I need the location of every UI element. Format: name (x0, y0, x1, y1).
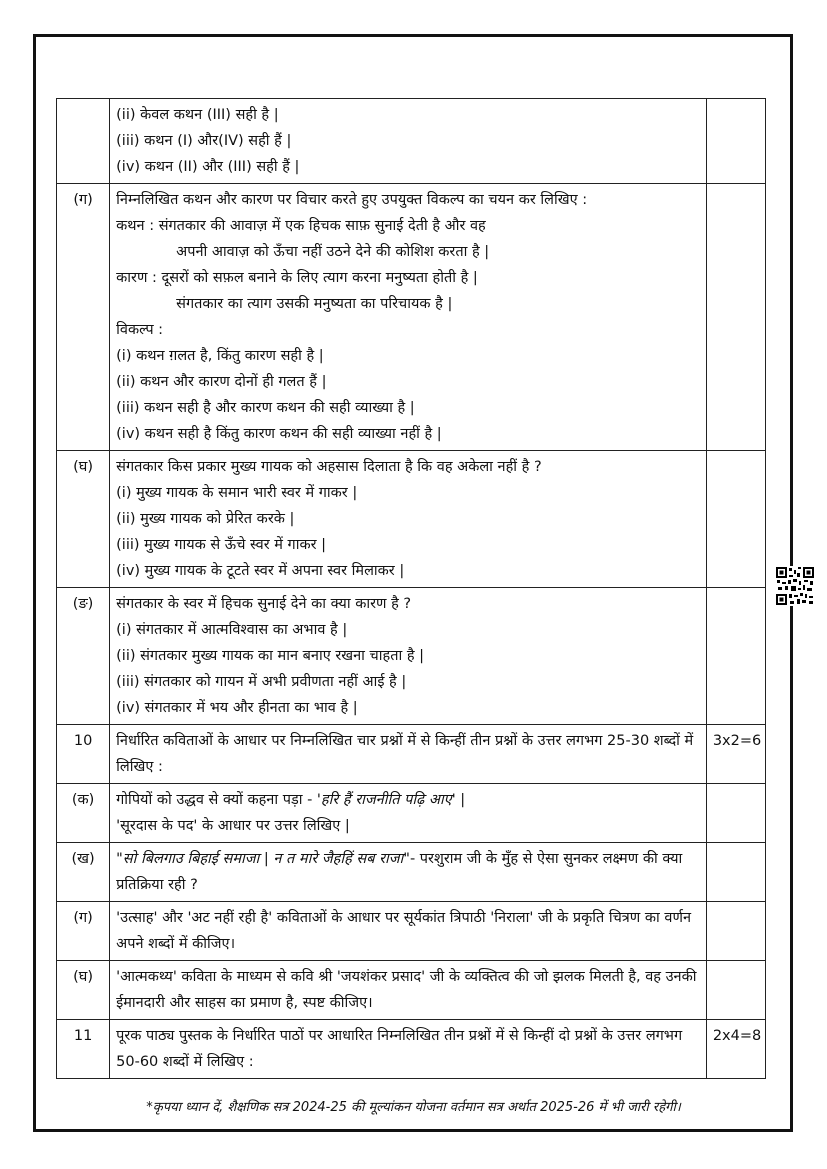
question-number: 11 (57, 1020, 110, 1079)
option-iii: (iii) संगतकार को गायन में अभी प्रवीणता नहीं आई है | (116, 674, 407, 690)
option-iv: (iv) मुख्य गायक के टूटते स्वर में अपना स्वर मिलाकर | (116, 563, 405, 579)
question-text: गोपियों को उद्धव से क्यों कहना पड़ा - (116, 792, 317, 808)
table-row (57, 902, 766, 961)
marks (706, 588, 765, 725)
option-i: (i) कथन ग़लत है, किंतु कारण सही है | (116, 348, 324, 364)
assertion-line-1: कथन : संगतकार की आवाज़ में एक हिचक साफ़ सुनाई देती है और वह (116, 218, 486, 234)
question-text: निर्धारित कविताओं के आधार पर निम्नलिखित चार प्रश्नों में से किन्हीं तीन प्रश्नों के उत्तर लगभग 25-30 शब्दों में लिखिए : (116, 733, 694, 775)
option-iii: (iii) मुख्य गायक से ऊँचे स्वर में गाकर | (116, 537, 327, 553)
marks (706, 99, 765, 184)
option-ii: (ii) केवल कथन (III) सही है | (116, 107, 279, 123)
question-number: (ग) (57, 902, 110, 961)
reason-line-2: संगतकार का त्याग उसकी मनुष्यता का परिचायक है | (176, 296, 453, 312)
option-ii: (ii) मुख्य गायक को प्रेरित करके | (116, 511, 295, 527)
marks (706, 843, 765, 902)
footer-note: *कृपया ध्यान दें, शैक्षणिक सत्र 2024-25 की मूल्यांकन योजना वर्तमान सत्र अर्थात 2025-26 में भी जारी रहेगी। (146, 1100, 681, 1115)
table-row (57, 1020, 766, 1079)
option-i: (i) संगतकार में आत्मविश्वास का अभाव है | (116, 622, 348, 638)
table-row (57, 99, 766, 184)
option-ii: (ii) संगतकार मुख्य गायक का मान बनाए रखना चाहता है | (116, 648, 425, 664)
option-iv: (iv) कथन (II) और (III) सही हैं | (116, 159, 300, 175)
question-number: (घ) (57, 451, 110, 588)
options-heading: विकल्प : (116, 322, 164, 338)
question-prompt: निम्नलिखित कथन और कारण पर विचार करते हुए उपयुक्त विकल्प का चयन कर लिखिए : (116, 192, 588, 208)
question-number (57, 99, 110, 184)
question-table (56, 98, 766, 1079)
marks (706, 784, 765, 843)
question-number: 10 (57, 725, 110, 784)
question-text-line-2: 'सूरदास के पद' के आधार पर उत्तर लिखिए | (116, 818, 350, 834)
option-i: (i) मुख्य गायक के समान भारी स्वर में गाकर | (116, 485, 358, 501)
question-number: (ग) (57, 184, 110, 451)
reason-line-1: कारण : दूसरों को सफ़ल बनाने के लिए त्याग करना मनुष्यता होती है | (116, 270, 478, 286)
table-row (57, 725, 766, 784)
quotation: "सो बिलगाउ बिहाई समाजा | न त मारे जैहहिं सब राजा" (116, 851, 410, 867)
marks: 2x4=8 (706, 1020, 765, 1079)
assertion-line-2: अपनी आवाज़ को ऊँचा नहीं उठने देने की कोशिश करता है | (176, 244, 490, 260)
table-row (57, 184, 766, 451)
table-row (57, 784, 766, 843)
marks (706, 184, 765, 451)
table-row (57, 961, 766, 1020)
question-number: (ख) (57, 843, 110, 902)
question-number: (क) (57, 784, 110, 843)
qr-code-icon (775, 566, 815, 606)
option-iii: (iii) कथन (I) और(IV) सही हैं | (116, 133, 292, 149)
table-row (57, 588, 766, 725)
marks: 3x2=6 (706, 725, 765, 784)
option-iv: (iv) संगतकार में भय और हीनता का भाव है | (116, 700, 358, 716)
question-number: (घ) (57, 961, 110, 1020)
marks (706, 451, 765, 588)
question-text: 'आत्मकथ्य' कविता के माध्यम से कवि श्री 'जयशंकर प्रसाद' जी के व्यक्तित्व की जो झलक मिलती है, वह उनकी ईमानदारी और साहस का प्रमाण है, स्पष्ट कीजिए। (116, 969, 697, 1011)
question-text: - परशुराम जी के मुँह से ऐसा सुनकर लक्ष्मण की क्या प्रतिक्रिया रही ? (116, 851, 683, 893)
marks (706, 902, 765, 961)
question-prompt: संगतकार किस प्रकार मुख्य गायक को अहसास दिलाता है कि वह अकेला नहीं है ? (116, 459, 542, 475)
question-text: पूरक पाठ्य पुस्तक के निर्धारित पाठों पर आधारित निम्नलिखित तीन प्रश्नों में से किन्हीं दो प्रश्नों के उत्तर लगभग 50-60 शब्दों में लिखिए : (116, 1028, 683, 1070)
question-prompt: संगतकार के स्वर में हिचक सुनाई देने का क्या कारण है ? (116, 596, 412, 612)
question-number: (ङ) (57, 588, 110, 725)
option-ii: (ii) कथन और कारण दोनों ही गलत हैं | (116, 374, 327, 390)
option-iii: (iii) कथन सही है और कारण कथन की सही व्याख्या है | (116, 400, 415, 416)
punctuation: | (455, 792, 466, 808)
quotation: 'हरि हैं राजनीति पढ़ि आए' (316, 792, 456, 808)
option-iv: (iv) कथन सही है किंतु कारण कथन की सही व्याख्या नहीं है | (116, 426, 442, 442)
marks (706, 961, 765, 1020)
table-row (57, 451, 766, 588)
question-text: 'उत्साह' और 'अट नहीं रही है' कविताओं के आधार पर सूर्यकांत त्रिपाठी 'निराला' जी के प्रकृति चित्रण का वर्णन अपने शब्दों में कीजिए। (116, 910, 691, 952)
table-row (57, 843, 766, 902)
